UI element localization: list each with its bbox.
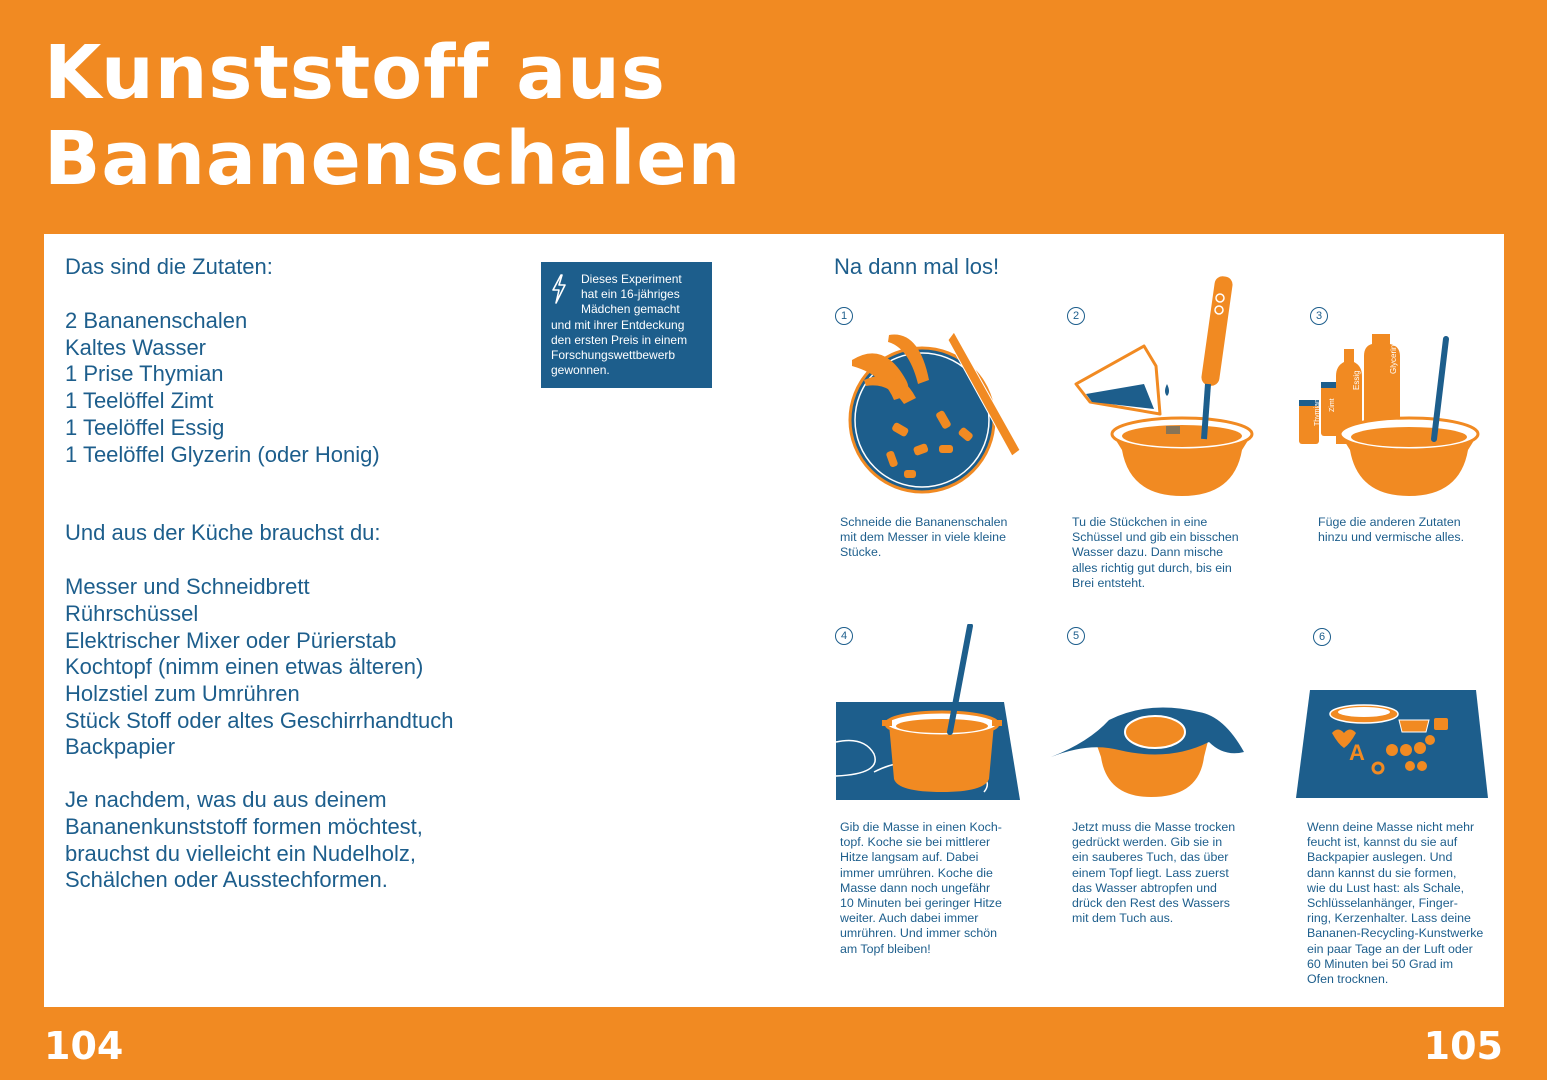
kitchen-heading: Und aus der Küche brauchst du: [65, 520, 381, 546]
step-caption-3 [1318, 515, 1464, 545]
caption-line: Schneide die Bananenschalen [840, 515, 1008, 529]
caption-line: Backpapier auslegen. Und [1307, 850, 1453, 865]
essig-label: Essig [1352, 370, 1361, 390]
straining-cloth-illustration [1049, 702, 1249, 802]
kitchen-item: Elektrischer Mixer oder Pürierstab [65, 627, 397, 653]
mixing-bowl-illustration [1074, 274, 1259, 499]
shaping-illustration [1294, 688, 1490, 800]
caption-line: topf. Koche sie bei mittlerer [840, 835, 991, 850]
caption-line: ein paar Tage an der Luft oder [1307, 941, 1473, 956]
caption-line: gedrückt werden. Gib sie in [1072, 835, 1223, 850]
fact-line: hat ein 16-jähriges [581, 287, 680, 302]
title-line-1: Kunststoff aus [44, 30, 666, 116]
caption-line: Füge die anderen Zutaten [1318, 515, 1461, 529]
lightning-icon [550, 274, 568, 304]
fact-line: und mit ihrer Entdeckung [551, 317, 685, 332]
fact-box [541, 262, 712, 388]
kitchen-item: Rührschüssel [65, 600, 199, 626]
caption-line: Schüssel und gib ein bisschen [1072, 530, 1239, 545]
stovetop-illustration [834, 624, 1022, 802]
kitchen-item: Messer und Schneidbrett [65, 574, 310, 600]
fact-line: Forschungswettbewerb [551, 348, 676, 363]
ingredients-bowl-illustration [1296, 324, 1486, 499]
letter-a-shape: A [1349, 740, 1365, 765]
step-number-2: 2 [1067, 307, 1085, 325]
page-title [44, 30, 741, 202]
caption-line: umrühren. Und immer schön [840, 926, 998, 941]
optional-tools-text [65, 787, 535, 894]
kitchen-item: Holzstiel zum Umrühren [65, 681, 300, 707]
page-number-right: 105 [1423, 1024, 1503, 1068]
optional-tools-line: Schälchen oder Ausstechformen. [65, 867, 388, 893]
step-number-6: 6 [1313, 628, 1331, 646]
step-number-3: 3 [1310, 307, 1328, 325]
kitchen-item: Kochtopf (nimm einen etwas älteren) [65, 654, 424, 680]
materials-column [65, 252, 535, 894]
caption-line: Wasser dazu. Dann mische [1072, 545, 1224, 560]
caption-line: alles richtig gut durch, bis ein [1072, 560, 1232, 575]
step-number-4: 4 [835, 627, 853, 645]
caption-line: ring, Kerzenhalter. Lass deine [1307, 911, 1471, 926]
fact-line: gewonnen. [551, 363, 610, 378]
kitchen-item: Backpapier [65, 734, 176, 760]
caption-line: Ofen trocknen. [1307, 972, 1389, 987]
ingredients-list [65, 308, 535, 468]
caption-line: drück den Rest des Wassers [1072, 896, 1230, 911]
caption-line: Wenn deine Masse nicht mehr [1307, 820, 1475, 834]
instructions-heading: Na dann mal los! [834, 254, 1000, 279]
caption-line: wie du Lust hast: als Schale, [1307, 880, 1465, 895]
step-caption-6 [1307, 820, 1483, 987]
step-caption-4 [840, 820, 1002, 957]
caption-line: Jetzt muss die Masse trocken [1072, 820, 1236, 834]
caption-line: Stücke. [840, 545, 882, 560]
ingredient-item: 1 Prise Thymian [65, 361, 224, 387]
fact-line: Mädchen gemacht [581, 302, 680, 317]
step-number-5: 5 [1067, 627, 1085, 645]
caption-line: mit dem Tuch aus. [1072, 911, 1174, 926]
ingredient-item: 1 Teelöffel Essig [65, 414, 225, 440]
caption-line: Bananen-Recycling-Kunstwerke [1307, 926, 1484, 941]
content-panel [44, 234, 1504, 1007]
ingredient-item: Kaltes Wasser [65, 334, 207, 360]
caption-line: feucht ist, kannst du sie auf [1307, 835, 1458, 850]
step-caption-5 [1072, 820, 1235, 926]
caption-line: einem Topf liegt. Lass zuerst [1072, 865, 1229, 880]
caption-line: Gib die Masse in einen Koch- [840, 820, 1002, 834]
caption-line: Brei entsteht. [1072, 575, 1146, 590]
step-number-1: 1 [835, 307, 853, 325]
page-number-left: 104 [44, 1024, 124, 1068]
caption-line: immer umrühren. Koche die [840, 865, 993, 880]
glycerin-label: Glycerin [1389, 344, 1398, 374]
caption-line: hinzu und vermische alles. [1318, 530, 1465, 545]
cutting-board-illustration [844, 320, 1029, 500]
caption-line: 10 Minuten bei geringer Hitze [840, 896, 1002, 911]
caption-line: 60 Minuten bei 50 Grad im [1307, 956, 1454, 971]
optional-tools-line: Bananenkunststoff formen möchtest, [65, 813, 423, 839]
ingredient-item: 2 Bananenschalen [65, 308, 248, 333]
caption-line: Tu die Stückchen in eine [1072, 515, 1208, 529]
optional-tools-line: brauchst du vielleicht ein Nudelholz, [65, 840, 416, 866]
caption-line: dann kannst du sie formen, [1307, 865, 1457, 880]
ingredient-item: 1 Teelöffel Glyzerin (oder Honig) [65, 441, 380, 467]
ingredients-heading: Das sind die Zutaten: [65, 254, 273, 279]
caption-line: am Topf bleiben! [840, 941, 931, 956]
caption-line: ein sauberes Tuch, das über [1072, 850, 1229, 865]
caption-line: das Wasser abtropfen und [1072, 880, 1217, 895]
kitchen-list [65, 574, 535, 761]
caption-line: Schlüsselanhänger, Finger- [1307, 896, 1458, 911]
fact-line: den ersten Preis in einem [551, 332, 688, 347]
step-caption-2 [1072, 515, 1239, 591]
thymian-label: Thymian [1314, 399, 1321, 426]
caption-line: Hitze langsam auf. Dabei [840, 850, 979, 865]
caption-line: mit dem Messer in viele kleine [840, 530, 1006, 545]
zimt-label: Zimt [1329, 398, 1336, 412]
caption-line: Masse dann noch ungefähr [840, 880, 991, 895]
caption-line: weiter. Auch dabei immer [840, 911, 979, 926]
fact-line: Dieses Experiment [581, 272, 682, 286]
ingredient-item: 1 Teelöffel Zimt [65, 388, 214, 414]
optional-tools-line: Je nachdem, was du aus deinem [65, 787, 387, 813]
kitchen-item: Stück Stoff oder altes Geschirrhandtuch [65, 707, 454, 733]
step-caption-1 [840, 515, 1007, 561]
title-line-2: Bananenschalen [44, 116, 742, 202]
